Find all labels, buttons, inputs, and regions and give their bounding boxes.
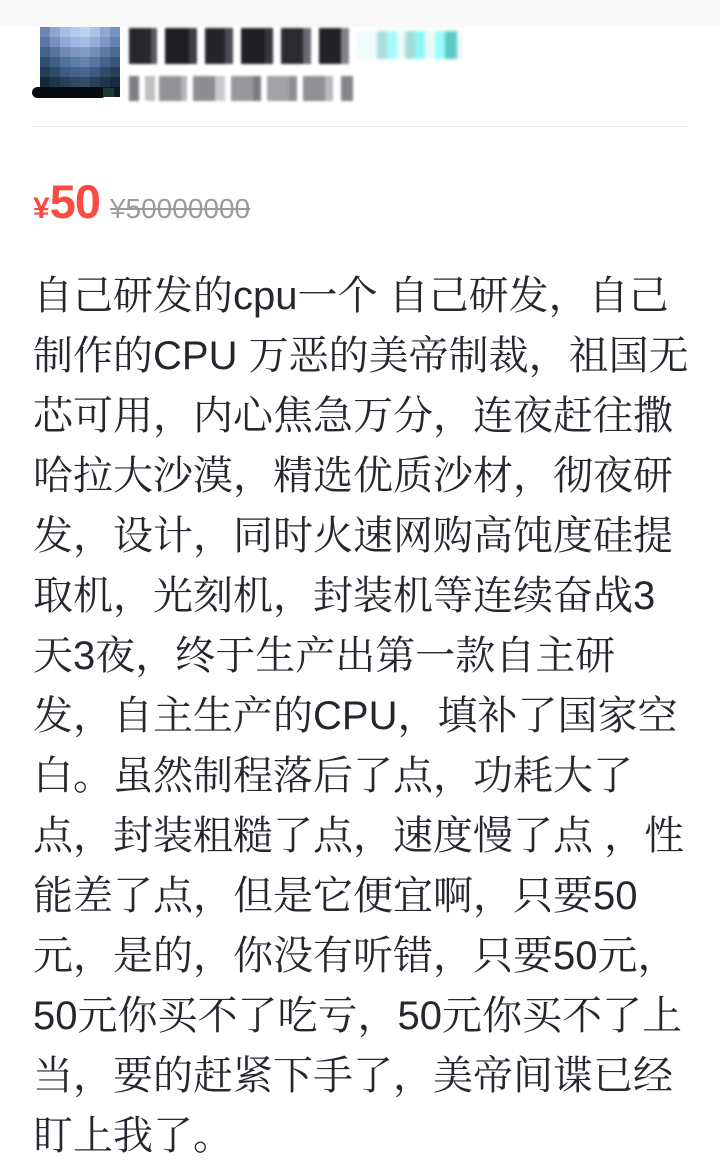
avatar-accent-block [103,88,114,97]
price-row [33,175,251,233]
seller-username-censored[interactable] [129,28,349,64]
price-currency-symbol: ¥ [33,192,50,225]
seller-badge-censored [357,31,463,59]
publish-info-censored [129,76,353,101]
price-original-strikethrough: ¥50000000 [109,193,251,224]
header-divider [33,126,688,127]
seller-avatar[interactable] [32,27,121,99]
price-current: 50 [49,175,100,228]
status-bar-strip [0,0,720,27]
listing-description: 自己研发的cpu一个 自己研发，自己制作的CPU 万恶的美帝制裁，祖国无芯可用，内心焦急万分，连夜赶往撒哈拉大沙漠，精选优质沙材，彻夜研发，设计，同时火速网购高饨度硅提取机，光刻机，封装机等连续奋战3天3夜，终于生产出第一款自主研发，自主生产的CPU，填补了国家空白。虽然制程落后了点，功耗大了点，封装粗糙了点，速度慢了点 ，性能差了点，但是它便宜啊，只要50元，是的，你没有听错，只要50元，50元你买不了吃亏，50元你买不了上当，要的赶紧下手了，美帝间谍已经盯上我了。 [33,274,689,1158]
avatar-dark-bar [32,87,104,98]
